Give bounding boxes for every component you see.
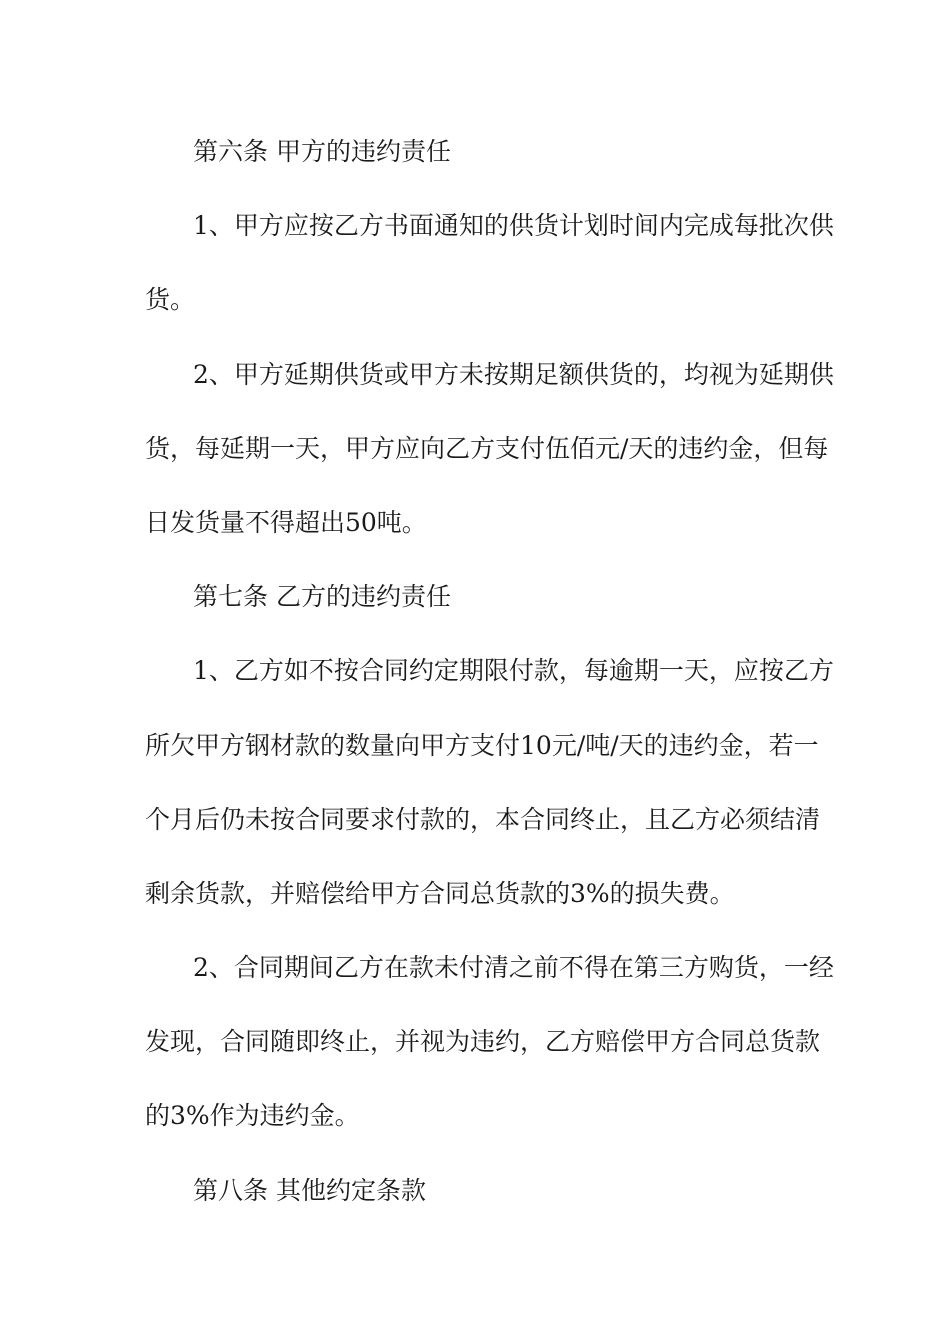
section-8-heading: 第八条 其他约定条款: [193, 1175, 426, 1205]
paragraph-line: 货，每延期一天，甲方应向乙方支付伍佰元/天的违约金，但每: [145, 433, 829, 463]
paragraph-line: 发现，合同随即终止，并视为违约，乙方赔偿甲方合同总货款: [145, 1027, 821, 1057]
paragraph-line: 2、甲方延期供货或甲方未按期足额供货的，均视为延期供: [193, 359, 834, 389]
paragraph-line: 剩余货款，并赔偿给甲方合同总货款的3%的损失费。: [145, 878, 735, 908]
contract-text: [145, 115, 834, 1228]
paragraph-line: 日发货量不得超出50吨。: [145, 507, 427, 537]
paragraph-line: 1、乙方如不按合同约定期限付款，每逾期一天，应按乙方: [193, 656, 834, 686]
paragraph-line: 2、合同期间乙方在款未付清之前不得在第三方购货，一经: [193, 953, 834, 983]
section-7-heading: 第七条 乙方的违约责任: [193, 582, 451, 612]
section-6-heading: 第六条 甲方的违约责任: [193, 137, 451, 166]
paragraph-line: 个月后仍未按合同要求付款的，本合同终止，且乙方必须结清: [145, 804, 821, 834]
paragraph-line: 1、甲方应按乙方书面通知的供货计划时间内完成每批次供: [193, 211, 834, 241]
paragraph-line: 货。: [145, 285, 196, 315]
paragraph-line: 的3%作为违约金。: [145, 1101, 360, 1131]
paragraph-line: 所欠甲方钢材款的数量向甲方支付10元/吨/天的违约金，若一: [145, 730, 819, 760]
